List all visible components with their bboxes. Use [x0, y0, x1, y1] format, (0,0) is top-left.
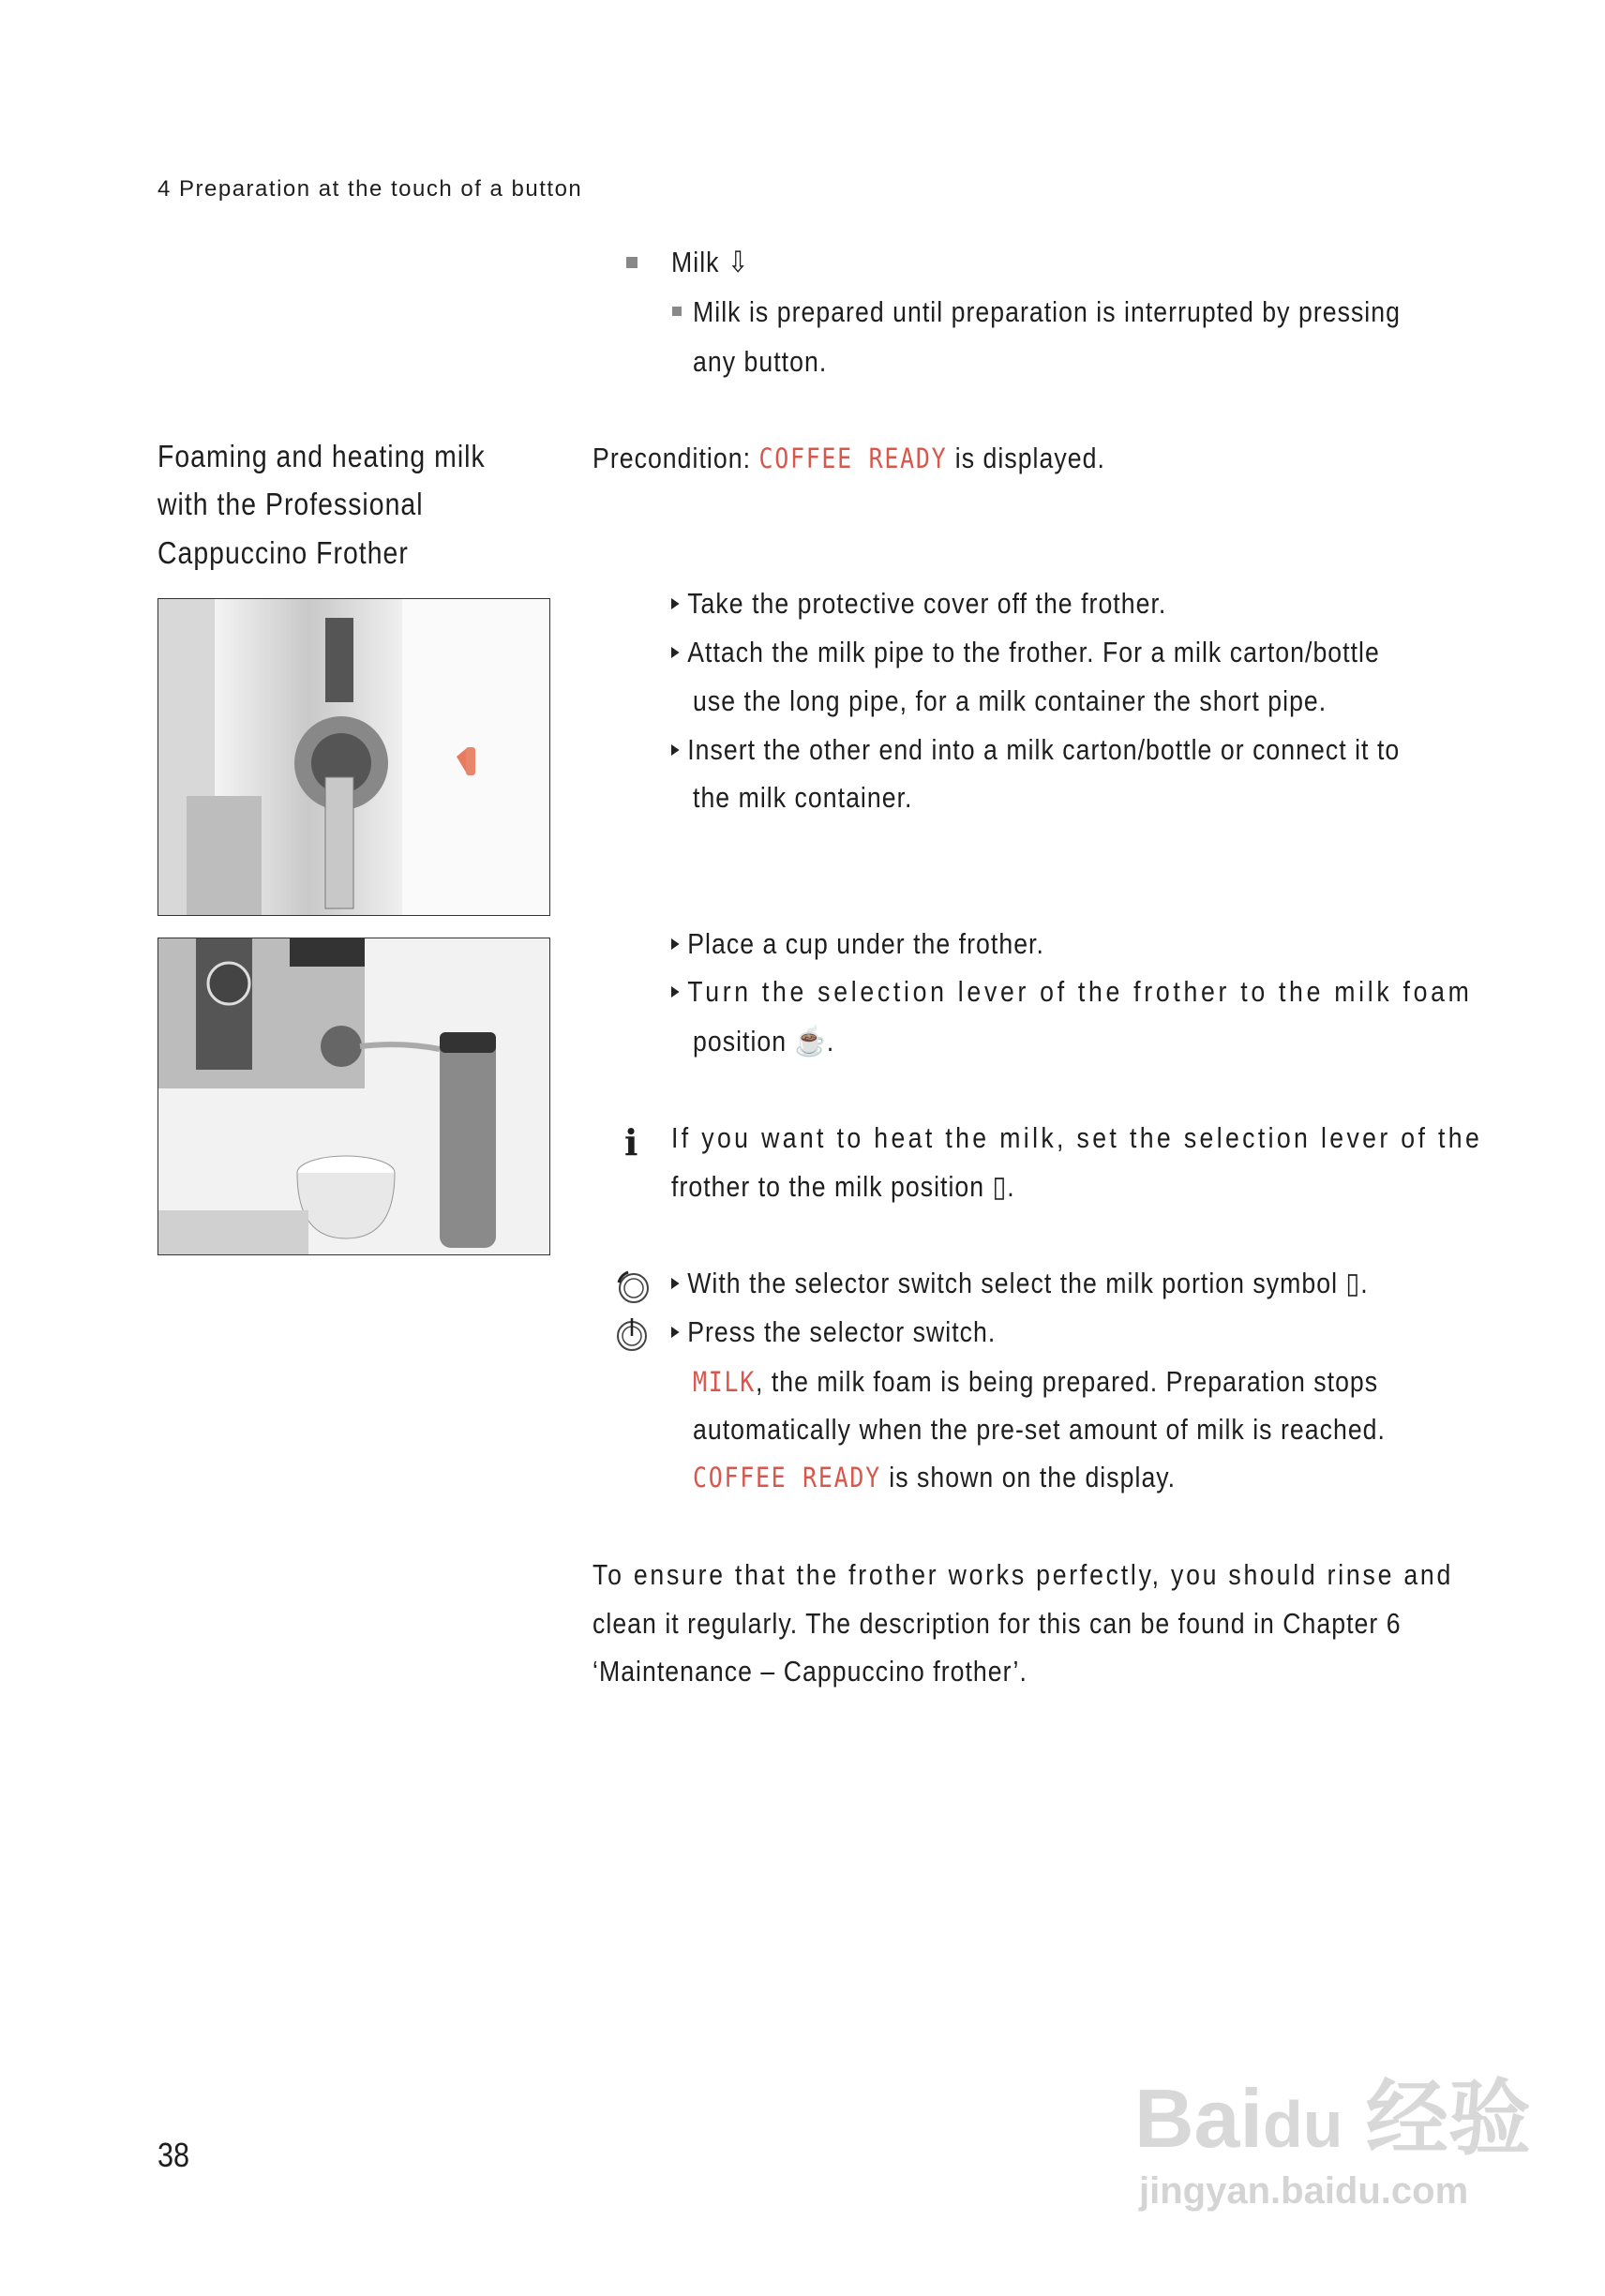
section-heading: with the Professional	[158, 487, 424, 521]
info-text: If you want to heat the milk, set the selection lever of the	[671, 1121, 1483, 1154]
step: Take the protective cover off the frother.	[671, 585, 1166, 623]
closing-text: clean it regularly. The description for this can be found in Chapter 6	[592, 1607, 1402, 1640]
section-heading: Foaming and heating milk	[158, 439, 486, 473]
step: Turn the selection lever of the frother to the milk foam	[671, 973, 1473, 1011]
info-text: frother to the milk position ▯.	[671, 1170, 1015, 1203]
step-cont: position ☕.	[693, 1025, 835, 1058]
step-cont: the milk container.	[693, 781, 913, 814]
milk-glass-icon: ▯	[992, 1170, 1008, 1203]
lcd-text: COFFEE READY	[758, 443, 948, 474]
lcd-text: MILK	[693, 1366, 756, 1398]
baidu-watermark-logo: Baidu 经验	[1134, 2072, 1531, 2165]
info-icon: i	[624, 1121, 638, 1163]
milk-portion-icon: ▯	[1345, 1267, 1361, 1299]
milk-item-desc: any button.	[693, 345, 828, 378]
step-result: automatically when the pre-set amount of milk is reached.	[693, 1413, 1386, 1446]
step: Attach the milk pipe to the frother. For a milk carton/bottle	[671, 634, 1380, 671]
step: With the selector switch select the milk portion symbol ▯.	[671, 1265, 1369, 1302]
baidu-watermark-url: jingyan.baidu.com	[1139, 2170, 1469, 2212]
closing-text: To ensure that the frother works perfectly, you should rinse and	[592, 1558, 1454, 1591]
rotary-switch-turn-icon	[613, 1268, 651, 1305]
step: Press the selector switch.	[671, 1313, 996, 1351]
coffee-machine-illustration	[158, 938, 550, 1255]
step-cont: use the long pipe, for a milk container the short pipe.	[693, 684, 1328, 717]
step-result: MILK, the milk foam is being prepared. Preparation stops	[693, 1365, 1379, 1398]
lcd-text: COFFEE READY	[693, 1462, 881, 1493]
precondition: Precondition: COFFEE READY is displayed.	[592, 442, 1105, 474]
milk-foam-cup-icon: ☕	[794, 1025, 827, 1058]
bullet-square-small	[672, 307, 682, 316]
milk-item-desc: Milk is prepared until preparation is interrupted by pressing	[693, 295, 1401, 328]
step: Insert the other end into a milk carton/bottle or connect it to	[671, 731, 1400, 769]
rotary-switch-press-icon	[613, 1315, 651, 1353]
section-heading: Cappuccino Frother	[158, 535, 409, 570]
step-result: COFFEE READY is shown on the display.	[693, 1461, 1177, 1493]
frother-illustration	[158, 598, 550, 916]
bullet-square	[626, 257, 638, 268]
running-header: 4 Preparation at the touch of a button	[158, 176, 583, 202]
step: Place a cup under the frother.	[671, 925, 1044, 963]
milk-item-label: Milk ⇩	[671, 246, 750, 278]
closing-text: ‘Maintenance – Cappuccino frother’.	[592, 1655, 1028, 1688]
page-number: 38	[158, 2136, 190, 2174]
milk-icon: ⇩	[727, 246, 750, 278]
